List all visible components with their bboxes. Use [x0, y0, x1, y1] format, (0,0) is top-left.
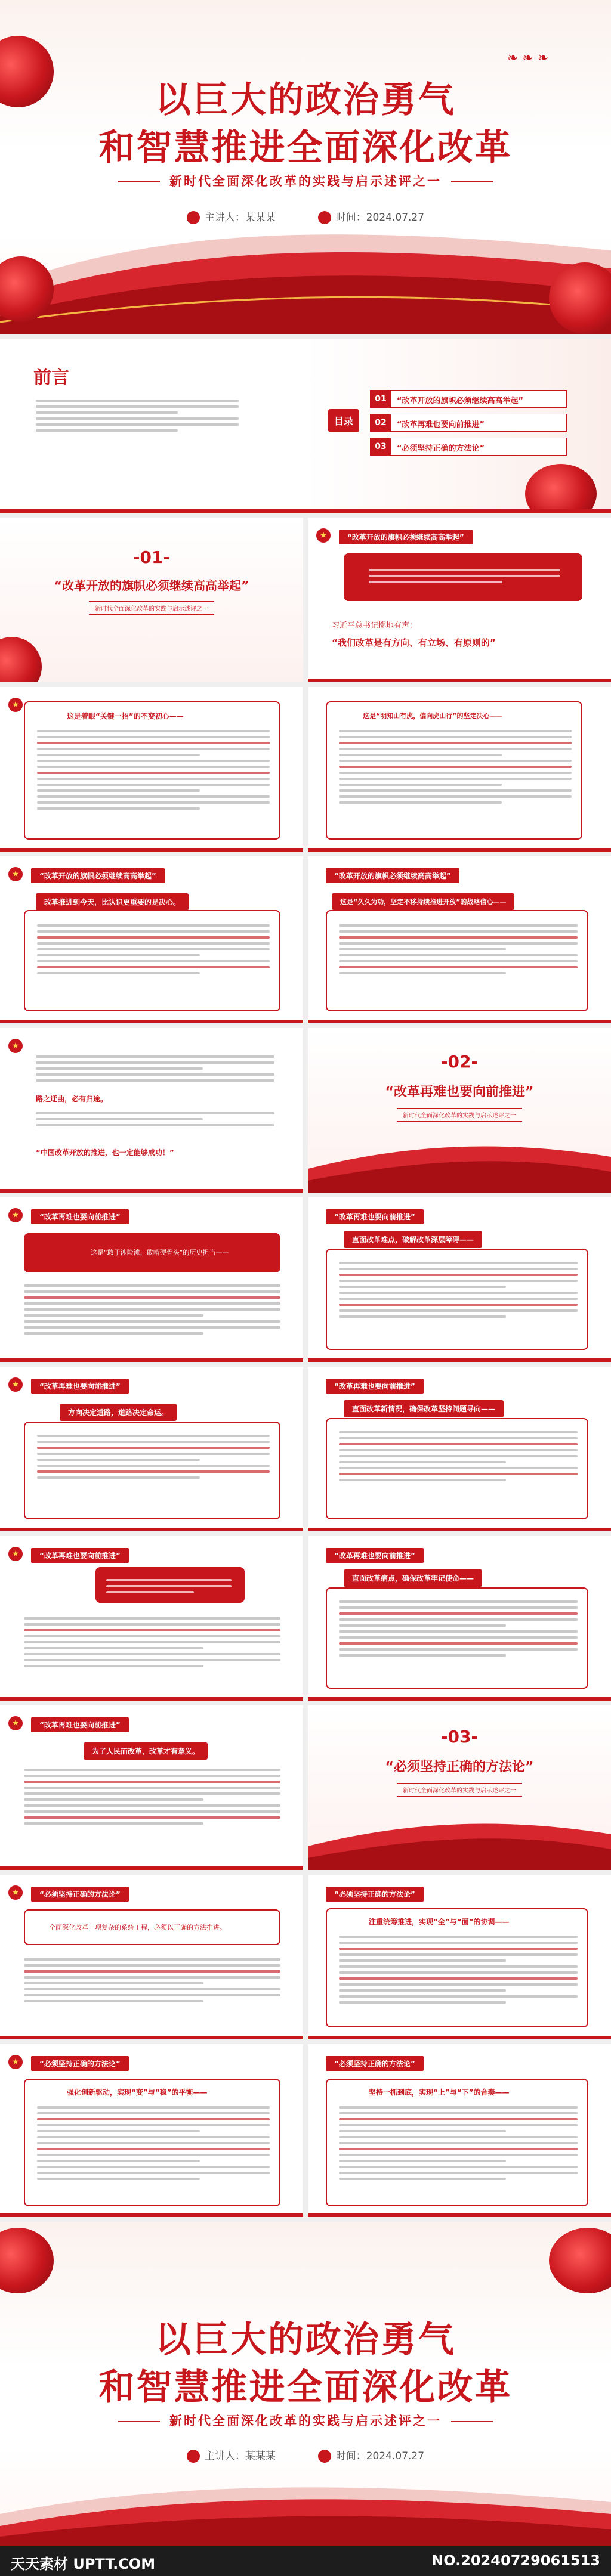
emblem-icon: ★: [8, 1039, 23, 1053]
s2-side-slide: [0, 1028, 303, 1193]
speaker-label: 主讲人：某某某: [204, 212, 276, 224]
toc-item-2[interactable]: 02 “改革再难也要向前推进”: [370, 414, 567, 432]
emblem-icon: ★: [8, 1377, 23, 1392]
card-3c-heading: 强化创新驱动，实现“变”与“稳”的平衡——: [67, 2088, 208, 2097]
slide-tag: “改革再难也要向前推进”: [326, 1379, 424, 1394]
section3-title: “必须坚持正确的方法论”: [385, 1760, 534, 1775]
section3-tag: 新时代全面深化改革的实践与启示述评之一: [397, 1783, 522, 1797]
time-label: 时间：2024.07.27: [335, 212, 425, 224]
section1-quote-slide: [308, 518, 611, 682]
quote-card: [344, 553, 582, 601]
slide-tag: “必须坚持正确的方法论”: [326, 2056, 424, 2071]
card-2c-heading: 方向决定道路，道路决定命运。: [60, 1404, 177, 1421]
card-2b-heading: 直面改革难点，破解改革深层障碍——: [344, 1231, 482, 1248]
s2-content-a: [0, 1197, 303, 1362]
s3-content-d: [308, 2044, 611, 2217]
slide-tag: “改革再难也要向前推进”: [31, 1209, 129, 1224]
closing-time: 时间：2024.07.27: [335, 2450, 425, 2462]
section3-title-slide: [308, 1705, 611, 1870]
clock-icon: [318, 211, 331, 224]
card-d-heading: 这是“久久为功，坚定不移持续推进开放”的战略信心——: [332, 893, 514, 910]
card-3b-heading: 注重统筹推进，实现“全”与“面”的协调——: [369, 1918, 510, 1926]
cover-slide: [0, 0, 611, 334]
content-card-3b: [326, 1908, 588, 2027]
s2-content-g: [0, 1705, 303, 1870]
section2-tag: 新时代全面深化改革的实践与启示述评之一: [397, 1108, 522, 1122]
content-card-c: [24, 910, 280, 1011]
section2-title-slide: [308, 1028, 611, 1193]
card-2e-heading: 为了人民而改革，改革才有意义。: [84, 1742, 208, 1760]
s1-content-d: [308, 856, 611, 1023]
card-3d-heading: 坚持一抓到底，实现“上”与“下”的合奏——: [369, 2088, 510, 2097]
content-card-b: [326, 701, 582, 840]
slide-tag: “必须坚持正确的方法论”: [31, 2056, 129, 2071]
closing-title-line1: 以巨大的政治勇气: [155, 2319, 456, 2361]
card-b-heading: 这是“明知山有虎，偏向虎山行”的坚定决心——: [363, 712, 503, 720]
content-card-3c: [24, 2079, 280, 2206]
card-2f-heading: 直面改革痛点，确保改革牢记使命——: [344, 1569, 482, 1587]
toc-label: 目录: [328, 409, 359, 432]
s2-content-c: [0, 1367, 303, 1531]
emblem-icon: ★: [8, 1716, 23, 1730]
s1-content-b: [308, 687, 611, 852]
section1-number: -01-: [132, 547, 171, 567]
emblem-icon: ★: [316, 528, 331, 543]
card-2a-heading: 这是“敢于涉险滩，敢啃硬骨头”的历史担当——: [91, 1249, 229, 1256]
s1-content-a: [0, 687, 303, 852]
slide-tag: “改革再难也要向前推进”: [31, 1548, 129, 1563]
slide-tag: “必须坚持正确的方法论”: [326, 1887, 424, 1902]
quote-text: “我们改革是有方向、有立场、有原则的”: [332, 637, 496, 648]
preface-heading: 前言: [33, 367, 69, 388]
watermark-bar: [0, 2546, 611, 2576]
section3-number: -03-: [440, 1727, 479, 1747]
card-a-heading: 这是着眼“关键一招”的不变初心——: [67, 712, 184, 720]
dove-icons: ❧ ❧ ❧: [507, 51, 549, 66]
section1-title-slide: [0, 518, 303, 682]
content-card-2e: [95, 1567, 245, 1603]
slide-tag: “改革开放的旗帜必须继续高高举起”: [31, 868, 165, 883]
card-c-heading: 改革推进到今天，比认识更重要的是决心。: [36, 893, 189, 911]
toc-item-3[interactable]: 03 “必须坚持正确的方法论”: [370, 438, 567, 456]
emblem-icon: ★: [8, 1885, 23, 1900]
content-card-2d: [326, 1418, 588, 1519]
cover-subtitle: 新时代全面深化改革的实践与启示述评之一: [0, 172, 611, 190]
emblem-icon: ★: [8, 1547, 23, 1561]
slide-tag: “必须坚持正确的方法论”: [31, 1887, 129, 1902]
s3-content-a: [0, 1875, 303, 2039]
cover-title-line2: 和智慧推进全面深化改革: [98, 127, 513, 169]
emblem-icon: ★: [8, 2055, 23, 2069]
emblem-icon: ★: [8, 1208, 23, 1222]
slide-tag: “改革开放的旗帜必须继续高高举起”: [339, 530, 473, 544]
s1-content-c: [0, 856, 303, 1023]
section1-title: “改革开放的旗帜必须继续高高举起”: [54, 578, 249, 593]
flower-s1: [0, 637, 42, 682]
closing-slide: [0, 2222, 611, 2546]
red-ribbon-s3: [308, 1810, 611, 1870]
slide-tag: “改革再难也要向前推进”: [326, 1209, 424, 1224]
content-card-2c: [24, 1422, 280, 1519]
slide-tag: “改革开放的旗帜必须继续高高举起”: [326, 868, 459, 883]
closing-title-line2: 和智慧推进全面深化改革: [98, 2367, 513, 2408]
flower-preface: [525, 464, 597, 513]
closing-subtitle: 新时代全面深化改革的实践与启示述评之一: [0, 2411, 611, 2429]
speaker-icon: [187, 211, 200, 224]
section2-title: “改革再难也要向前推进”: [385, 1085, 534, 1100]
emblem-icon: ★: [8, 698, 23, 712]
s2-content-f: [308, 1536, 611, 1701]
red-ribbon-s2: [308, 1133, 611, 1193]
watermark-right: NO.20240729061513: [431, 2552, 600, 2569]
slide-tag: “改革再难也要向前推进”: [31, 1717, 129, 1732]
content-card-3a: [24, 1909, 280, 1945]
slide-tag: “改革再难也要向前推进”: [31, 1379, 129, 1394]
slide-tag: “改革再难也要向前推进”: [326, 1548, 424, 1563]
s3-content-b: [308, 1875, 611, 2039]
content-card-3d: [326, 2079, 588, 2206]
red-ribbon-closing: [0, 2472, 611, 2546]
content-card-d: [326, 910, 588, 1011]
side-bold: “中国改革开放的推进，也一定能够成功！”: [36, 1148, 174, 1157]
clock-icon: [318, 2450, 331, 2463]
watermark-left: 天天素材 UPTT.COM: [11, 2556, 156, 2572]
s2-content-e: [0, 1536, 303, 1701]
section2-number: -02-: [440, 1052, 479, 1072]
toc-item-1[interactable]: 01 “改革开放的旗帜必须继续高高举起”: [370, 390, 567, 408]
cover-meta: [0, 209, 611, 224]
emblem-icon: ★: [8, 867, 23, 881]
preface-text-lines: [36, 396, 239, 435]
side-text: 路之迂曲，必有归途。: [36, 1095, 108, 1103]
speaker-icon: [187, 2450, 200, 2463]
s2-content-b: [308, 1197, 611, 1362]
content-card-a: [24, 701, 280, 840]
s3-content-c: [0, 2044, 303, 2217]
card-3a-quote: 全面深化改革一项复杂的系统工程，必须以正确的方法推进。: [49, 1924, 226, 1931]
s2-content-d: [308, 1367, 611, 1531]
preface-slide: [0, 339, 611, 513]
cover-title-line1: 以巨大的政治勇气: [155, 79, 456, 121]
closing-speaker: 主讲人：某某某: [204, 2450, 276, 2462]
section1-tag: 新时代全面深化改革的实践与启示述评之一: [89, 601, 214, 615]
content-card-2b: [326, 1249, 588, 1350]
content-card-2f: [326, 1587, 588, 1689]
content-card-2a: [24, 1233, 280, 1272]
closing-meta: [0, 2447, 611, 2463]
quote-prefix: 习近平总书记掷地有声：: [332, 621, 418, 630]
card-2d-heading: 直面改革新情况，确保改革坚持问题导向——: [344, 1400, 504, 1417]
